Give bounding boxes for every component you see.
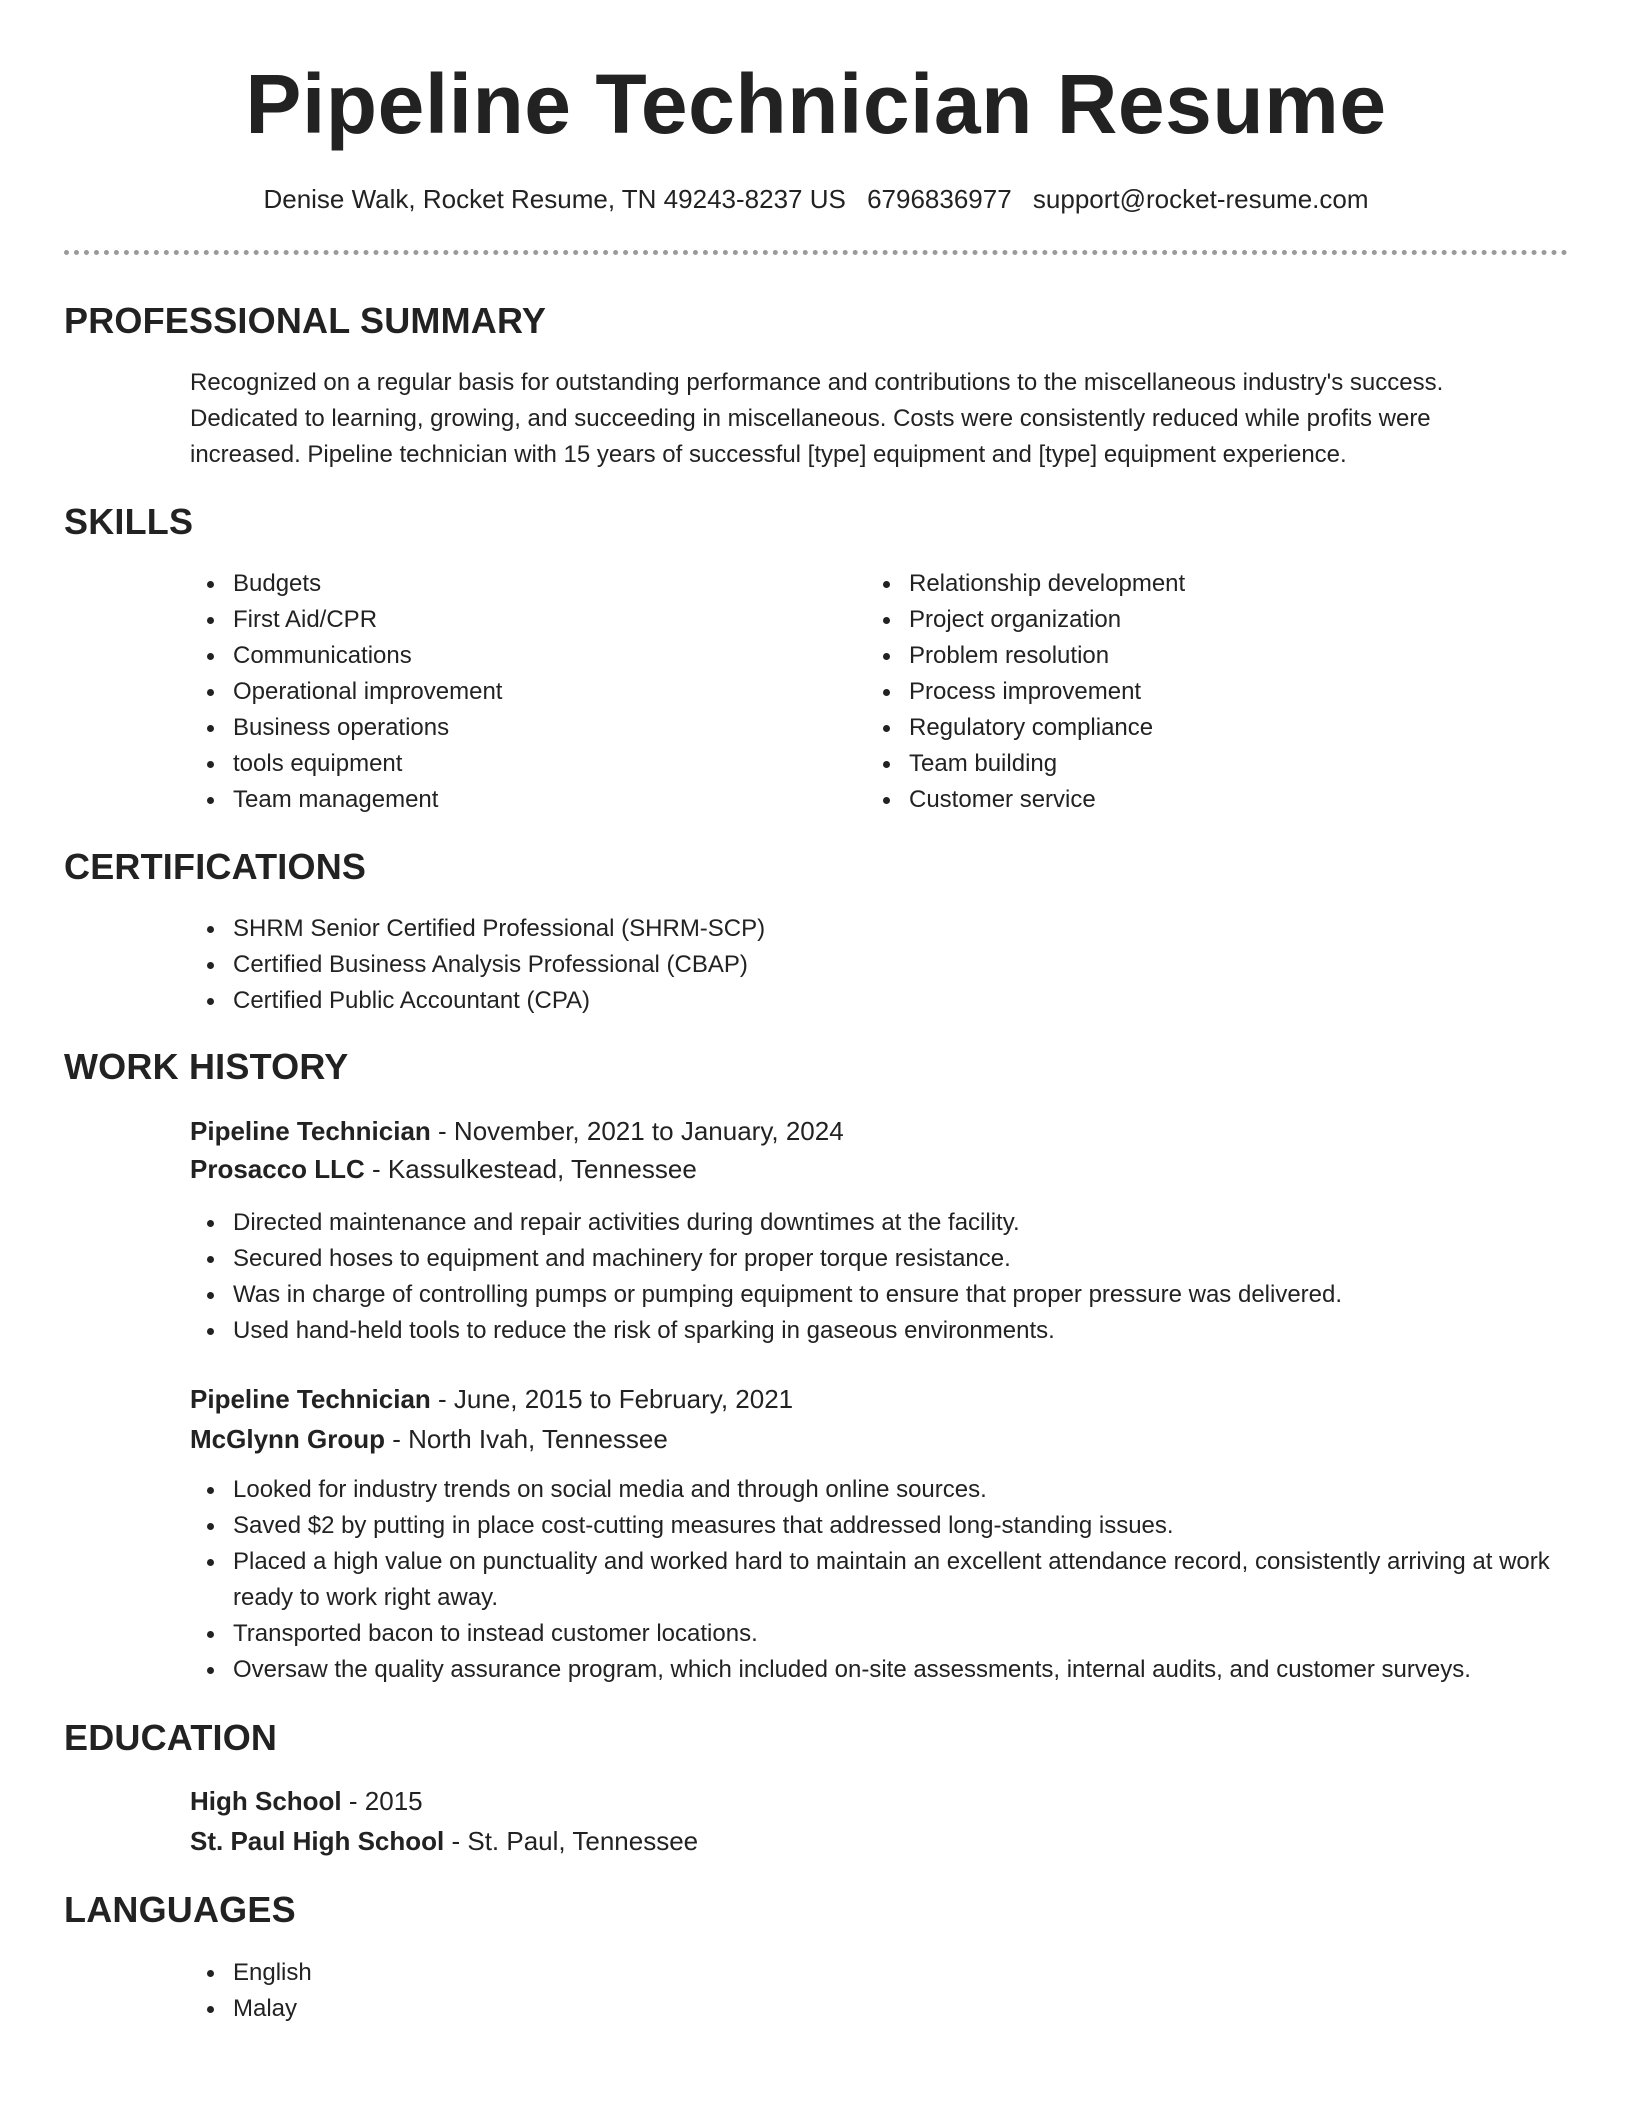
header-divider [64, 250, 1568, 255]
job-bullet: Saved $2 by putting in place cost-cutting measures that addressed long-standing issues. [190, 1508, 1550, 1544]
education-year: - 2015 [341, 1786, 423, 1816]
education-degree-line [190, 1782, 423, 1820]
skills-list-left [190, 566, 830, 818]
summary-text: Recognized on a regular basis for outstanding performance and contributions to the miscellaneous industry's success. Dedicated to learning, growing, and succeeding in miscellaneous. Costs were consistently reduced while profits were increased. Pipeline technician with 15 years of successful [type] equipment and [type] equipment experience. [190, 369, 1444, 468]
language-item: Malay [190, 1991, 790, 2027]
job-bullets [190, 1472, 1550, 1688]
language-item: English [190, 1955, 790, 1991]
job-title: Pipeline Technician [190, 1384, 431, 1414]
certifications-heading: CERTIFICATIONS [64, 846, 367, 887]
resume-title: Pipeline Technician Resume [245, 57, 1387, 151]
job-bullet: Looked for industry trends on social media and through online sources. [190, 1472, 1550, 1508]
skills-list-right [866, 566, 1506, 818]
education-location: - St. Paul, Tennessee [444, 1826, 699, 1856]
contact-address: Denise Walk, Rocket Resume, TN 49243-8237 US [263, 184, 846, 214]
job-title-line [190, 1112, 844, 1150]
certification-item: Certified Business Analysis Professional (CBAP) [190, 947, 1540, 983]
work-history-heading: WORK HISTORY [64, 1046, 349, 1087]
job-location: - Kassulkestead, Tennessee [364, 1154, 697, 1184]
job-bullet: Placed a high value on punctuality and worked hard to maintain an excellent attendance record, consistently arriving at work ready to work right away. [190, 1544, 1550, 1616]
education-degree: High School [190, 1786, 342, 1816]
skill-item: Business operations [190, 710, 830, 746]
job-title-line [190, 1380, 793, 1418]
skill-item: Team building [866, 746, 1506, 782]
skill-item: tools equipment [190, 746, 830, 782]
contact-email: support@rocket-resume.com [1032, 184, 1369, 214]
job-bullet: Oversaw the quality assurance program, which included on-site assessments, internal audits, and customer surveys. [190, 1652, 1550, 1688]
job-bullet: Used hand-held tools to reduce the risk of sparking in gaseous environments. [190, 1313, 1550, 1349]
skill-item: Project organization [866, 602, 1506, 638]
education-school: St. Paul High School [190, 1826, 445, 1856]
job-dates: - November, 2021 to January, 2024 [430, 1116, 844, 1146]
skill-item: Team management [190, 782, 830, 818]
job-bullet: Transported bacon to instead customer locations. [190, 1616, 1550, 1652]
contact-phone: 6796836977 [867, 184, 1012, 214]
summary-heading: PROFESSIONAL SUMMARY [64, 300, 547, 341]
education-heading: EDUCATION [64, 1717, 278, 1758]
job-company: McGlynn Group [190, 1424, 385, 1454]
skill-item: Operational improvement [190, 674, 830, 710]
skill-item: Process improvement [866, 674, 1506, 710]
job-dates: - June, 2015 to February, 2021 [430, 1384, 794, 1414]
job-company-line [190, 1150, 697, 1188]
job-bullet: Was in charge of controlling pumps or pumping equipment to ensure that proper pressure was delivered. [190, 1277, 1550, 1313]
job-title: Pipeline Technician [190, 1116, 431, 1146]
job-company: Prosacco LLC [190, 1154, 365, 1184]
education-school-line [190, 1822, 698, 1860]
certification-item: Certified Public Accountant (CPA) [190, 983, 1540, 1019]
job-company-line [190, 1420, 668, 1458]
job-location: - North Ivah, Tennessee [385, 1424, 668, 1454]
contact-line [0, 182, 1632, 216]
languages-list [190, 1955, 790, 2027]
certification-item: SHRM Senior Certified Professional (SHRM-SCP) [190, 911, 1540, 947]
job-bullet: Directed maintenance and repair activities during downtimes at the facility. [190, 1205, 1550, 1241]
job-bullets [190, 1205, 1550, 1349]
skill-item: Problem resolution [866, 638, 1506, 674]
skill-item: Relationship development [866, 566, 1506, 602]
skill-item: Customer service [866, 782, 1506, 818]
skills-heading: SKILLS [64, 501, 194, 542]
skill-item: Communications [190, 638, 830, 674]
skill-item: First Aid/CPR [190, 602, 830, 638]
skill-item: Budgets [190, 566, 830, 602]
languages-heading: LANGUAGES [64, 1889, 296, 1930]
job-bullet: Secured hoses to equipment and machinery for proper torque resistance. [190, 1241, 1550, 1277]
skill-item: Regulatory compliance [866, 710, 1506, 746]
certifications-list [190, 911, 1540, 1019]
